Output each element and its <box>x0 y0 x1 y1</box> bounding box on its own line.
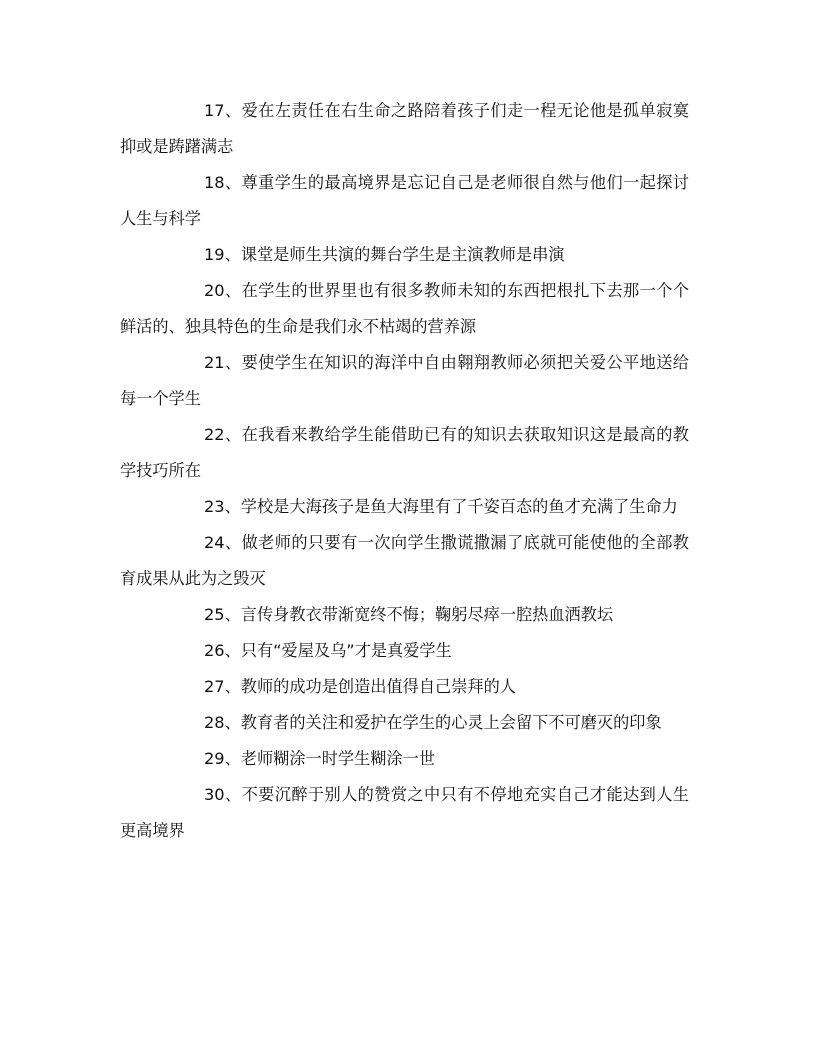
list-item: 24、做老师的只要有一次向学生撒谎撒漏了底就可能使他的全部教育成果从此为之毁灭 <box>120 533 689 588</box>
list-item: 18、尊重学生的最高境界是忘记自己是老师很自然与他们一起探讨人生与科学 <box>120 173 689 228</box>
list-item: 22、在我看来教给学生能借助已有的知识去获取知识这是最高的教学技巧所在 <box>120 425 689 480</box>
list-item: 19、课堂是师生共演的舞台学生是主演教师是串演 <box>204 245 565 264</box>
list-item: 29、老师糊涂一时学生糊涂一世 <box>204 749 436 768</box>
list-item: 28、教育者的关注和爱护在学生的心灵上会留下不可磨灭的印象 <box>204 713 662 732</box>
list-item: 23、学校是大海孩子是鱼大海里有了千姿百态的鱼才充满了生命力 <box>204 497 678 516</box>
list-item: 27、教师的成功是创造出值得自己崇拜的人 <box>204 677 516 696</box>
quote-list <box>120 93 689 849</box>
list-item: 26、只有“爱屋及乌”才是真爱学生 <box>204 641 452 660</box>
list-item: 25、言传身教衣带渐宽终不悔；鞠躬尽瘁一腔热血洒教坛 <box>204 605 614 624</box>
list-item: 21、要使学生在知识的海洋中自由翱翔教师必须把关爱公平地送给每一个学生 <box>120 353 689 408</box>
list-item: 17、爱在左责任在右生命之路陪着孩子们走一程无论他是孤单寂寞抑或是踌躇满志 <box>120 101 689 156</box>
list-item: 30、不要沉醉于别人的赞赏之中只有不停地充实自己才能达到人生更高境界 <box>120 785 689 840</box>
list-item: 20、在学生的世界里也有很多教师未知的东西把根扎下去那一个个鲜活的、独具特色的生命是我们永不枯竭的营养源 <box>120 281 689 336</box>
